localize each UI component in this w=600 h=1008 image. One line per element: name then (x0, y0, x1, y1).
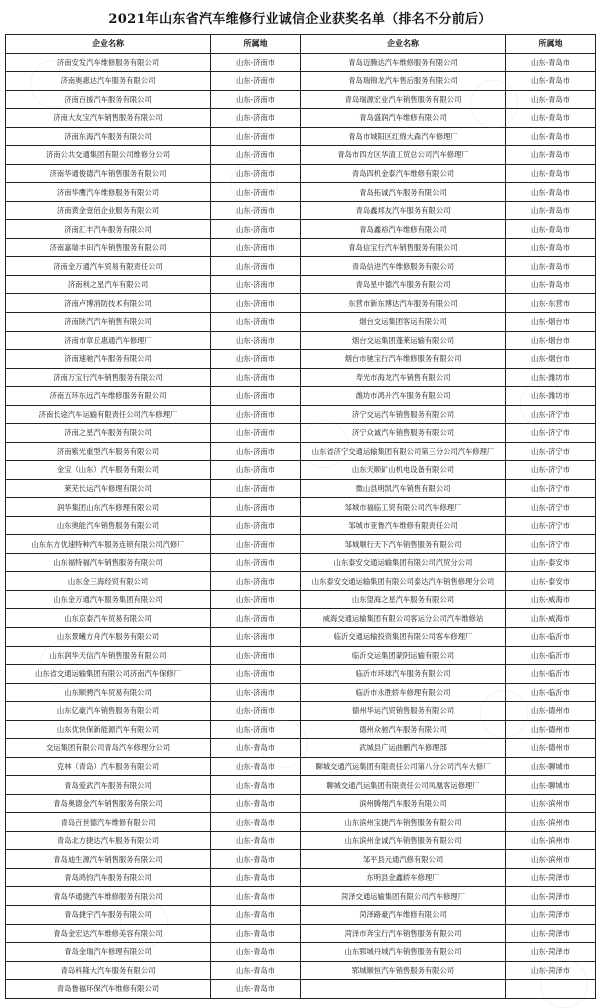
company-name-cell: 郓城顺恒汽车销售服务有限公司 (301, 961, 506, 980)
company-name-cell: 山东滨州宝捷汽车销售服务有限公司 (301, 813, 506, 832)
table-row (6, 572, 596, 591)
table-row (6, 646, 596, 665)
location-cell: 山东-滨州市 (506, 794, 596, 813)
company-name-cell: 临沂市永胜轿车修理有限公司 (301, 683, 506, 702)
company-name-cell: 山东省交通运输集团有限公司济南汽车保修厂 (6, 665, 211, 684)
company-name-cell: 山东天顺矿山机电设备有限公司 (301, 461, 506, 480)
location-cell: 山东-菏泽市 (506, 943, 596, 962)
location-cell: 山东-德州市 (506, 739, 596, 758)
table-row (6, 331, 596, 350)
location-cell: 山东-临沂市 (506, 683, 596, 702)
table-row (6, 553, 596, 572)
company-name-cell: 邹城市亚鲁汽车维修有限责任公司 (301, 516, 506, 535)
header-location: 所属地 (506, 35, 596, 54)
location-cell: 山东-青岛市 (506, 127, 596, 146)
location-cell: 山东-青岛市 (211, 887, 301, 906)
table-row (6, 628, 596, 647)
company-name-cell: 济南华鹰汽车维修服务有限公司 (6, 183, 211, 202)
location-cell: 山东-东营市 (506, 294, 596, 313)
company-name-cell: 济宁交运汽车销售服务有限公司 (301, 405, 506, 424)
location-cell: 山东-济南市 (211, 312, 301, 331)
company-name-cell: 金宝（山东）汽车服务有限公司 (6, 461, 211, 480)
location-cell: 山东-青岛市 (506, 53, 596, 72)
location-cell: 山东-济南市 (211, 331, 301, 350)
location-cell: 山东-青岛市 (506, 275, 596, 294)
company-name-cell: 济南金万通汽车贸易有限责任公司 (6, 257, 211, 276)
location-cell: 山东-德州市 (506, 702, 596, 721)
table-row (6, 609, 596, 628)
company-name-cell: 济南五环东远汽车维修服务有限公司 (6, 387, 211, 406)
location-cell: 山东-德州市 (506, 720, 596, 739)
company-name-cell: 烟台交运集团客运有限公司 (301, 312, 506, 331)
company-name-cell: 青岛鲁福环保汽车维修有限公司 (6, 980, 211, 999)
location-cell: 山东-临沂市 (506, 628, 596, 647)
company-name-cell: 山东省济宁交通运输集团有限公司第三分公司汽车修理厂 (301, 442, 506, 461)
location-cell: 山东-青岛市 (506, 72, 596, 91)
company-name-cell: 山东润华天信汽车销售服务有限公司 (6, 646, 211, 665)
location-cell: 山东-滨州市 (506, 850, 596, 869)
location-cell: 山东-青岛市 (506, 90, 596, 109)
company-name-cell: 德州华运汽贸销售服务有限公司 (301, 702, 506, 721)
award-table (5, 34, 596, 999)
company-name-cell: 山东奥能汽车销售服务有限公司 (6, 516, 211, 535)
company-name-cell: 济南市章丘惠通汽车修理厂 (6, 331, 211, 350)
company-name-cell: 青岛拓诚汽车服务有限公司 (301, 183, 506, 202)
location-cell: 山东-聊城市 (506, 776, 596, 795)
location-cell: 山东-济南市 (211, 720, 301, 739)
company-name-cell: 青岛捷宇汽车服务有限公司 (6, 905, 211, 924)
location-cell: 山东-济南市 (211, 350, 301, 369)
table-row (6, 498, 596, 517)
company-name-cell: 威海交通运输集团有限公司客运分公司汽车维修站 (301, 609, 506, 628)
table-row (6, 850, 596, 869)
table-row (6, 924, 596, 943)
table-row (6, 146, 596, 165)
company-name-cell: 济南东海汽车服务有限公司 (6, 127, 211, 146)
company-name-cell: 济南卢博消防技术有限公司 (6, 294, 211, 313)
location-cell: 山东-济南市 (211, 702, 301, 721)
company-name-cell: 山东亿豪汽车销售服务有限公司 (6, 702, 211, 721)
location-cell: 山东-济南市 (211, 127, 301, 146)
table-row (6, 257, 596, 276)
location-cell: 山东-济南市 (211, 535, 301, 554)
company-name-cell: 济南利之星汽车有限公司 (6, 275, 211, 294)
location-cell: 山东-青岛市 (211, 980, 301, 999)
location-cell: 山东-济南市 (211, 479, 301, 498)
company-name-cell: 青岛科隆大汽车服务有限公司 (6, 961, 211, 980)
company-name-cell: 临沂市环球汽车服务有限公司 (301, 665, 506, 684)
location-cell: 山东-济南市 (211, 53, 301, 72)
location-cell: 山东-青岛市 (211, 850, 301, 869)
table-row (6, 183, 596, 202)
company-name-cell: 山东泰安交通运输集团有限公司汽贸分公司 (301, 553, 506, 572)
company-name-cell: 青岛金瑞汽车修理有限公司 (6, 943, 211, 962)
company-name-cell: 济南奥惠达汽车服务有限公司 (6, 72, 211, 91)
company-name-cell: 青岛四机金泰汽车维修有限公司 (301, 164, 506, 183)
table-row (6, 868, 596, 887)
location-cell: 山东-威海市 (506, 609, 596, 628)
location-cell: 山东-青岛市 (211, 868, 301, 887)
location-cell: 山东-青岛市 (211, 831, 301, 850)
location-cell: 山东-济南市 (211, 294, 301, 313)
location-cell: 山东-青岛市 (506, 238, 596, 257)
location-cell: 山东-济南市 (211, 109, 301, 128)
table-row (6, 961, 596, 980)
location-cell: 山东-济南市 (211, 646, 301, 665)
table-row (6, 535, 596, 554)
location-cell: 山东-济南市 (211, 590, 301, 609)
location-cell: 山东-青岛市 (506, 164, 596, 183)
company-name-cell: 山东望海之星汽车服务有限公司 (301, 590, 506, 609)
company-name-cell: 青岛北方捷达汽车服务有限公司 (6, 831, 211, 850)
company-name-cell: 青岛市城阳区红绵大森汽车修理厂 (301, 127, 506, 146)
location-cell: 山东-济南市 (211, 609, 301, 628)
table-row (6, 350, 596, 369)
location-cell: 山东-济南市 (211, 461, 301, 480)
table-row (6, 887, 596, 906)
company-name-cell: 济宁众诚汽车销售服务有限公司 (301, 424, 506, 443)
location-cell (506, 980, 596, 999)
location-cell: 山东-菏泽市 (506, 924, 596, 943)
location-cell: 山东-济宁市 (506, 461, 596, 480)
company-name-cell: 聊城交通汽运集团有限责任公司第八分公司汽车大修厂 (301, 757, 506, 776)
document-page (5, 6, 595, 1004)
company-name-cell (301, 980, 506, 999)
location-cell: 山东-青岛市 (506, 183, 596, 202)
table-row (6, 109, 596, 128)
location-cell: 山东-济南市 (211, 257, 301, 276)
table-row (6, 665, 596, 684)
location-cell: 山东-济南市 (211, 238, 301, 257)
location-cell: 山东-菏泽市 (506, 868, 596, 887)
location-cell: 山东-烟台市 (506, 350, 596, 369)
location-cell: 山东-济宁市 (506, 516, 596, 535)
company-name-cell: 济南大友宝汽车销售服务有限公司 (6, 109, 211, 128)
location-cell: 山东-济南市 (211, 553, 301, 572)
company-name-cell: 济南汇丰汽车服务有限公司 (6, 220, 211, 239)
table-row (6, 53, 596, 72)
location-cell: 山东-济宁市 (506, 405, 596, 424)
location-cell: 山东-泰安市 (506, 553, 596, 572)
location-cell: 山东-潍坊市 (506, 387, 596, 406)
company-name-cell: 山东东方优速特种汽车服务连锁有限公司汽修厂 (6, 535, 211, 554)
table-row (6, 757, 596, 776)
location-cell: 山东-泰安市 (506, 572, 596, 591)
location-cell: 山东-济南市 (211, 442, 301, 461)
company-name-cell: 菏泽市奔宝行汽车销售服务有限公司 (301, 924, 506, 943)
company-name-cell: 山东京泰汽车贸易有限公司 (6, 609, 211, 628)
location-cell: 山东-济宁市 (506, 479, 596, 498)
location-cell: 山东-青岛市 (211, 813, 301, 832)
location-cell: 山东-青岛市 (211, 794, 301, 813)
table-row (6, 461, 596, 480)
company-name-cell: 济南速驰汽车服务有限公司 (6, 350, 211, 369)
company-name-cell: 青岛奥德金汽车销售服务有限公司 (6, 794, 211, 813)
table-row (6, 516, 596, 535)
company-name-cell: 山东郓城丹城汽车销售服务有限公司 (301, 943, 506, 962)
location-cell: 山东-青岛市 (506, 257, 596, 276)
company-name-cell: 济南万宝行汽车销售服务有限公司 (6, 368, 211, 387)
company-name-cell: 青岛信进汽车维修服务有限公司 (301, 257, 506, 276)
company-name-cell: 济南安发汽车维修服务有限公司 (6, 53, 211, 72)
company-name-cell: 潍坊市鸿升汽车服务有限公司 (301, 387, 506, 406)
company-name-cell: 滨州腾翔汽车服务有限公司 (301, 794, 506, 813)
location-cell: 山东-济宁市 (506, 424, 596, 443)
table-row (6, 164, 596, 183)
company-name-cell: 交运集团有限公司青岛汽车修理分公司 (6, 739, 211, 758)
location-cell: 山东-聊城市 (506, 757, 596, 776)
table-row (6, 405, 596, 424)
company-name-cell: 聊城交通汽运集团有限责任公司凤凰客运修理厂 (301, 776, 506, 795)
location-cell: 山东-青岛市 (211, 924, 301, 943)
table-header-row (6, 35, 596, 54)
company-name-cell: 青岛鸿钧汽车服务有限公司 (6, 868, 211, 887)
header-company-name: 企业名称 (6, 35, 211, 54)
company-name-cell: 济南百援汽车服务有限公司 (6, 90, 211, 109)
location-cell: 山东-济南市 (211, 498, 301, 517)
location-cell: 山东-济南市 (211, 572, 301, 591)
table-row (6, 813, 596, 832)
table-row (6, 275, 596, 294)
location-cell: 山东-菏泽市 (506, 887, 596, 906)
location-cell: 山东-济南市 (211, 146, 301, 165)
company-name-cell: 润华集团山东汽车修理有限公司 (6, 498, 211, 517)
table-row (6, 980, 596, 999)
company-name-cell: 济南紫光重型汽车服务有限公司 (6, 442, 211, 461)
header-location: 所属地 (211, 35, 301, 54)
company-name-cell: 山东景曦方舟汽车服务有限公司 (6, 628, 211, 647)
location-cell: 山东-青岛市 (211, 739, 301, 758)
document-title: 2021年山东省汽车维修行业诚信企业获奖名单（排名不分前后） (108, 12, 492, 27)
company-name-cell: 寿光市海龙汽车销售有限公司 (301, 368, 506, 387)
company-name-cell: 青岛百世德汽车维修有限公司 (6, 813, 211, 832)
location-cell: 山东-青岛市 (506, 146, 596, 165)
location-cell: 山东-济南市 (211, 683, 301, 702)
table-row (6, 683, 596, 702)
table-row (6, 720, 596, 739)
location-cell: 山东-济南市 (211, 368, 301, 387)
company-name-cell: 东营市新东博达汽车服务有限公司 (301, 294, 506, 313)
location-cell: 山东-菏泽市 (506, 961, 596, 980)
table-row (6, 294, 596, 313)
company-name-cell: 青岛爱武汽车服务有限公司 (6, 776, 211, 795)
company-name-cell: 山东金三海经贸有限公司 (6, 572, 211, 591)
table-row (6, 442, 596, 461)
company-name-cell: 青岛鑫邦友汽车服务有限公司 (301, 201, 506, 220)
location-cell: 山东-临沂市 (506, 665, 596, 684)
location-cell: 山东-临沂市 (506, 646, 596, 665)
table-row (6, 739, 596, 758)
location-cell: 山东-济宁市 (506, 498, 596, 517)
company-name-cell: 山东顺骋汽车贸易有限公司 (6, 683, 211, 702)
company-name-cell: 青岛瑞锦龙汽车售后服务有限公司 (301, 72, 506, 91)
company-name-cell: 邹城顺行天下汽车销售服务有限公司 (301, 535, 506, 554)
location-cell: 山东-济南市 (211, 424, 301, 443)
company-name-cell: 济南陕汽汽车销售有限公司 (6, 312, 211, 331)
location-cell: 山东-济南市 (211, 628, 301, 647)
table-row (6, 201, 596, 220)
table-row (6, 424, 596, 443)
company-name-cell: 青岛市四方区华清工贸总公司汽车修理厂 (301, 146, 506, 165)
company-name-cell: 济南公共交通集团有限公司维修分公司 (6, 146, 211, 165)
company-name-cell: 东明县金鑫轿车修理厂 (301, 868, 506, 887)
company-name-cell: 山东福特福汽车销售服务有限公司 (6, 553, 211, 572)
company-name-cell: 济南嘉瑞丰田汽车销售服务有限公司 (6, 238, 211, 257)
location-cell: 山东-济南市 (211, 164, 301, 183)
company-name-cell: 青岛瑞源宏业汽车销售服务有限公司 (301, 90, 506, 109)
location-cell: 山东-青岛市 (211, 776, 301, 795)
table-row (6, 387, 596, 406)
company-name-cell: 山东优快保新能源汽车有限公司 (6, 720, 211, 739)
location-cell: 山东-青岛市 (506, 220, 596, 239)
company-name-cell: 济南之星汽车服务有限公司 (6, 424, 211, 443)
table-row (6, 238, 596, 257)
company-name-cell: 青岛华通捷汽车维修服务有限公司 (6, 887, 211, 906)
header-company-name: 企业名称 (301, 35, 506, 54)
company-name-cell: 青岛星中德汽车服务有限公司 (301, 275, 506, 294)
location-cell: 山东-济宁市 (506, 442, 596, 461)
table-row (6, 220, 596, 239)
location-cell: 山东-烟台市 (506, 312, 596, 331)
location-cell: 山东-滨州市 (506, 831, 596, 850)
company-name-cell: 青岛鑫裕汽车维修有限公司 (301, 220, 506, 239)
company-name-cell: 临沂交运集团蒙阴运输有限公司 (301, 646, 506, 665)
company-name-cell: 济南长途汽车运输有限责任公司汽车修理厂 (6, 405, 211, 424)
company-name-cell: 青岛金宏达汽车维修美容有限公司 (6, 924, 211, 943)
location-cell: 山东-济南市 (211, 387, 301, 406)
location-cell: 山东-青岛市 (211, 943, 301, 962)
company-name-cell: 菏泽路豪汽车维修有限公司 (301, 905, 506, 924)
table-row (6, 127, 596, 146)
location-cell: 山东-潍坊市 (506, 368, 596, 387)
company-name-cell: 济南黄金壹佰企业服务有限公司 (6, 201, 211, 220)
table-row (6, 479, 596, 498)
company-name-cell: 济南华通俊德汽车销售服务有限公司 (6, 164, 211, 183)
location-cell: 山东-青岛市 (211, 961, 301, 980)
location-cell: 山东-济南市 (211, 220, 301, 239)
company-name-cell: 烟台交运集团蓬莱运输有限公司 (301, 331, 506, 350)
location-cell: 山东-济南市 (211, 201, 301, 220)
location-cell: 山东-济南市 (211, 275, 301, 294)
table-row (6, 368, 596, 387)
location-cell: 山东-济南市 (211, 516, 301, 535)
table-body (6, 53, 596, 998)
location-cell: 山东-烟台市 (506, 331, 596, 350)
company-name-cell: 青岛迪生源汽车销售服务有限公司 (6, 850, 211, 869)
company-name-cell: 山东泰安交通运输集团有限公司泰达汽车销售修理分公司 (301, 572, 506, 591)
company-name-cell: 武城县广运曲鹏汽车修理部 (301, 739, 506, 758)
location-cell: 山东-青岛市 (506, 201, 596, 220)
table-row (6, 776, 596, 795)
location-cell: 山东-济宁市 (506, 535, 596, 554)
location-cell: 山东-滨州市 (506, 813, 596, 832)
table-row (6, 943, 596, 962)
location-cell: 山东-青岛市 (211, 905, 301, 924)
table-row (6, 794, 596, 813)
table-row (6, 905, 596, 924)
company-name-cell: 德州众驰汽车服务有限公司 (301, 720, 506, 739)
company-name-cell: 临沂交通运输投资集团有限公司客车修理厂 (301, 628, 506, 647)
company-name-cell: 菏泽交通运输集团有限公司汽车修理厂 (301, 887, 506, 906)
company-name-cell: 克林（青岛）汽车服务有限公司 (6, 757, 211, 776)
company-name-cell: 烟台市驰宝行汽车维修服务有限公司 (301, 350, 506, 369)
location-cell: 山东-济南市 (211, 183, 301, 202)
table-row (6, 90, 596, 109)
company-name-cell: 微山县明凯汽车销售有限公司 (301, 479, 506, 498)
location-cell: 山东-济南市 (211, 72, 301, 91)
company-name-cell: 邹平县元通汽修有限公司 (301, 850, 506, 869)
table-row (6, 72, 596, 91)
location-cell: 山东-菏泽市 (506, 905, 596, 924)
table-row (6, 702, 596, 721)
location-cell: 山东-济南市 (211, 90, 301, 109)
location-cell: 山东-济南市 (211, 665, 301, 684)
location-cell: 山东-青岛市 (211, 757, 301, 776)
company-name-cell: 山东金万通汽车服务集团有限公司 (6, 590, 211, 609)
table-row (6, 831, 596, 850)
company-name-cell: 青岛信宝行汽车销售服务有限公司 (301, 238, 506, 257)
location-cell: 山东-济南市 (211, 405, 301, 424)
location-cell: 山东-青岛市 (506, 109, 596, 128)
location-cell: 山东-威海市 (506, 590, 596, 609)
company-name-cell: 莱芜长运汽车修理有限公司 (6, 479, 211, 498)
table-row (6, 312, 596, 331)
company-name-cell: 青岛盛润汽车维修有限公司 (301, 109, 506, 128)
company-name-cell: 山东滨州金诚汽车销售服务有限公司 (301, 831, 506, 850)
company-name-cell: 邹城市福临工贸有限公司汽车修理厂 (301, 498, 506, 517)
table-row (6, 590, 596, 609)
company-name-cell: 青岛迈腾达汽车维修服务有限公司 (301, 53, 506, 72)
